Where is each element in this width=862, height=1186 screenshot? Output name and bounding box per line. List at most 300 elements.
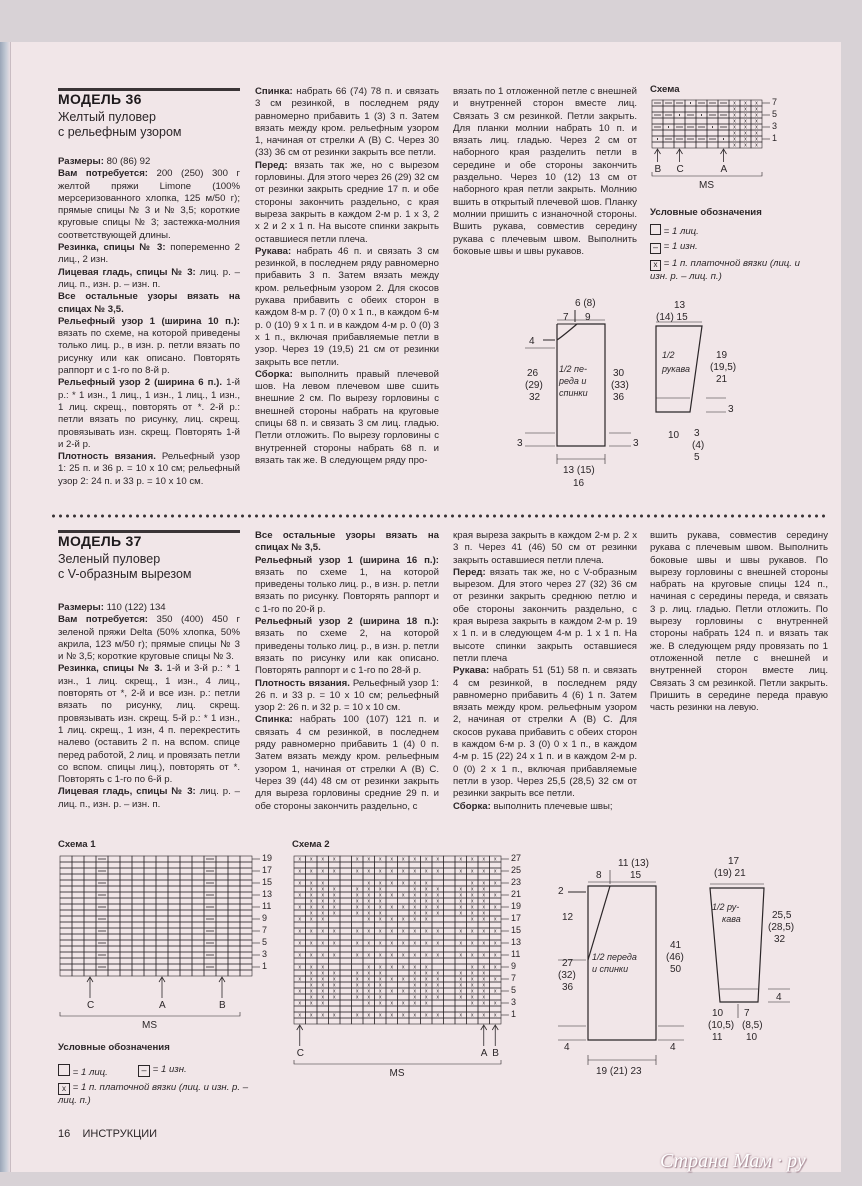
stitch-cell (192, 934, 204, 940)
stitch-cell (398, 970, 410, 976)
garter-stitch: x (402, 976, 405, 983)
stitch-cell (329, 880, 341, 886)
garter-stitch: x (482, 928, 485, 935)
stitch-cell (228, 940, 240, 946)
stitch-cell (180, 904, 192, 910)
garter-stitch: x (310, 880, 313, 887)
garter-stitch: x (310, 856, 313, 863)
stitch-cell (60, 892, 72, 898)
stitch-cell (340, 976, 352, 982)
garter-stitch: x (459, 988, 462, 995)
stitch-cell (421, 862, 433, 868)
stitch-cell (168, 874, 180, 880)
garter-stitch: x (436, 856, 439, 863)
garter-stitch: x (436, 940, 439, 947)
garter-stitch: x (310, 970, 313, 977)
garter-stitch: x (298, 1000, 301, 1007)
instruction-paragraph (255, 530, 439, 555)
stitch-cell (180, 910, 192, 916)
garter-stitch: x (744, 100, 747, 107)
stitch-cell (240, 934, 252, 940)
garter-stitch: x (482, 880, 485, 887)
stitch-cell (707, 118, 718, 124)
stitch-cell (398, 922, 410, 928)
stitch-cell (375, 862, 387, 868)
stitch-cell (84, 916, 96, 922)
paragraph-heading: Рукава: (255, 245, 292, 257)
stitch-cell (120, 946, 132, 952)
stitch-cell (409, 946, 421, 952)
garter-stitch: x (367, 898, 370, 905)
paragraph-text: 200 (250) 300 г желтой пряжи Limone (100% мерсеризованного хлопка, 125 м/50 г); прямые спицы № 3 и № 3,5; короткие круговые спицы № 3; застежка-молния соответствующей длины. (58, 168, 240, 241)
stitch-cell (707, 106, 718, 112)
stitch-cell (84, 928, 96, 934)
garter-stitch: x (755, 142, 758, 149)
paragraph-heading: Плотность вязания. (255, 677, 350, 689)
garter-stitch: x (367, 1000, 370, 1007)
stitch-cell (168, 868, 180, 874)
body-height-right-1: 30 (613, 368, 625, 379)
stitch-cell (108, 940, 120, 946)
row-number: 9 (511, 961, 517, 971)
stitch-cell (340, 1000, 352, 1006)
garter-stitch: x (436, 1012, 439, 1019)
stitch-cell (455, 958, 467, 964)
instruction-paragraph (453, 665, 637, 800)
stitch-cell (294, 886, 306, 892)
stitch-cell (132, 952, 144, 958)
stitch-cell (180, 862, 192, 868)
garter-stitch: x (482, 976, 485, 983)
stitch-cell (144, 892, 156, 898)
stitch-cell (340, 892, 352, 898)
model36-legend-title: Условные обозначения (650, 207, 762, 218)
sleeve-label-2: рукава (662, 364, 690, 374)
garter-stitch: x (379, 898, 382, 905)
garter-symbol: x (58, 1083, 70, 1095)
garter-stitch: x (321, 964, 324, 971)
instruction-paragraph (453, 801, 637, 813)
sleeve-rib: 4 (776, 992, 782, 1003)
instruction-paragraph (255, 714, 439, 812)
stitch-cell (707, 142, 718, 148)
garter-stitch: x (333, 952, 336, 959)
stitch-cell (108, 922, 120, 928)
stitch-cell (228, 856, 240, 862)
stitch-cell (444, 898, 456, 904)
model36-sleeve-pattern (640, 296, 760, 466)
garter-stitch: x (471, 916, 474, 923)
schema2-title: Схема 2 (292, 839, 330, 850)
stitch-cell (108, 862, 120, 868)
stitch-cell (375, 934, 387, 940)
paragraph-heading: Рельефный узор 1 (ширина 10 п.): (58, 315, 240, 327)
instruction-paragraph (453, 567, 637, 665)
stitch-cell (386, 898, 398, 904)
model36-schema (648, 96, 798, 192)
stitch-cell (444, 928, 456, 934)
stitch-cell (84, 898, 96, 904)
garter-stitch: x (436, 970, 439, 977)
garter-stitch: x (379, 1000, 382, 1007)
stitch-cell (663, 130, 674, 136)
stitch-cell (204, 886, 216, 892)
garter-stitch: x (471, 964, 474, 971)
stitch-cell (108, 856, 120, 862)
garter-stitch: x (356, 994, 359, 1001)
stitch-cell (363, 1006, 375, 1012)
garter-stitch: x (367, 940, 370, 947)
body-label-1: 1/2 пе- (559, 364, 587, 374)
stitch-cell (60, 964, 72, 970)
body-height-right-2: (46) (666, 952, 684, 963)
stitch-cell (340, 958, 352, 964)
garter-stitch: x (744, 106, 747, 113)
paragraph-heading: Лицевая гладь, спицы № 3: (58, 786, 196, 798)
stitch-cell (478, 934, 490, 940)
garter-stitch: x (413, 892, 416, 899)
stitch-cell (329, 1000, 341, 1006)
stitch-cell (84, 946, 96, 952)
stitch-cell (490, 946, 502, 952)
garter-stitch: x (298, 964, 301, 971)
stitch-cell (168, 892, 180, 898)
garter-stitch: x (459, 898, 462, 905)
stitch-cell (180, 868, 192, 874)
stitch-cell (329, 862, 341, 868)
stitch-cell (120, 922, 132, 928)
stitch-cell (72, 886, 84, 892)
stitch-cell (216, 958, 228, 964)
body-shoulder: 7 (563, 312, 569, 323)
body-width-1: 13 (15) (563, 465, 595, 476)
stitch-cell (340, 934, 352, 940)
stitch-cell (317, 862, 329, 868)
stitch-cell (294, 1018, 306, 1024)
stitch-cell (240, 916, 252, 922)
stitch-cell (317, 1018, 329, 1024)
garter-stitch: x (413, 940, 416, 947)
stitch-cell (386, 874, 398, 880)
stitch-cell (96, 922, 108, 928)
paragraph-heading: Спинка: (255, 714, 293, 726)
stitch-cell (72, 958, 84, 964)
garter-stitch: x (310, 982, 313, 989)
stitch-cell (72, 880, 84, 886)
body-height-left-2: (32) (558, 970, 576, 981)
row-number: 19 (511, 901, 522, 911)
stitch-cell (444, 976, 456, 982)
model37-subtitle-line1: Зеленый пуловер (58, 552, 161, 566)
stitch-cell (72, 952, 84, 958)
stitch-cell (60, 952, 72, 958)
stitch-cell (168, 958, 180, 964)
stitch-cell (144, 862, 156, 868)
stitch-cell (340, 868, 352, 874)
stitch-cell (490, 934, 502, 940)
stitch-cell (352, 946, 364, 952)
model36-subtitle-line2: с рельефным узором (58, 125, 182, 139)
row-number: 5 (772, 109, 778, 119)
stitch-cell (216, 892, 228, 898)
stitch-cell (108, 886, 120, 892)
stitch-cell (132, 868, 144, 874)
stitch-cell (144, 880, 156, 886)
stitch-cell (192, 880, 204, 886)
stitch-cell (444, 868, 456, 874)
garter-stitch: x (425, 1000, 428, 1007)
section-name: ИНСТРУКЦИИ (82, 1128, 158, 1140)
stitch-cell (216, 970, 228, 976)
stitch-cell (363, 1018, 375, 1024)
stitch-cell (156, 922, 168, 928)
stitch-cell (192, 886, 204, 892)
garter-stitch: x (459, 910, 462, 917)
stitch-cell (340, 964, 352, 970)
stitch-cell (228, 862, 240, 868)
stitch-cell (180, 922, 192, 928)
stitch-cell (108, 904, 120, 910)
stitch-cell (432, 1000, 444, 1006)
body-top-1: 11 (13) (618, 858, 649, 869)
paragraph-heading: Резинка, спицы № 3. (58, 663, 163, 675)
stitch-cell (467, 1006, 479, 1012)
stitch-cell (192, 952, 204, 958)
stitch-cell (306, 934, 318, 940)
garter-stitch: x (356, 898, 359, 905)
garter-stitch: x (333, 904, 336, 911)
stitch-cell (340, 922, 352, 928)
repeat-label: MS (699, 180, 714, 191)
paragraph-heading: Резинка, спицы № 3: (58, 242, 166, 254)
stitch-cell (340, 874, 352, 880)
garter-stitch: x (402, 1000, 405, 1007)
stitch-cell (132, 958, 144, 964)
paragraph-text: попеременно 2 лиц., 2 изн. (58, 242, 241, 266)
garter-stitch: x (298, 1012, 301, 1019)
garter-stitch: x (755, 112, 758, 119)
garter-stitch: x (356, 856, 359, 863)
stitch-cell (490, 994, 502, 1000)
paragraph-heading: Сборка: (255, 368, 293, 380)
stitch-cell (306, 1018, 318, 1024)
stitch-cell (132, 928, 144, 934)
garter-stitch: x (425, 904, 428, 911)
stitch-cell (455, 922, 467, 928)
stitch-cell (317, 958, 329, 964)
stitch-cell (192, 946, 204, 952)
stitch-cell (240, 958, 252, 964)
garter-stitch: x (494, 1012, 497, 1019)
garter-stitch: x (390, 1000, 393, 1007)
garter-stitch: x (333, 988, 336, 995)
sleeve-bottom-3: 11 (712, 1032, 723, 1043)
garter-stitch: x (413, 952, 416, 959)
garter-stitch: x (413, 1012, 416, 1019)
garter-stitch: x (733, 106, 736, 113)
stitch-cell (467, 958, 479, 964)
garter-stitch: x (356, 976, 359, 983)
garter-stitch: x (413, 970, 416, 977)
row-number: 15 (511, 925, 522, 935)
garter-stitch: x (321, 976, 324, 983)
stitch-cell (444, 874, 456, 880)
garter-stitch: x (379, 910, 382, 917)
stitch-cell (192, 892, 204, 898)
stitch-cell (192, 922, 204, 928)
stitch-cell (444, 910, 456, 916)
paragraph-text: Рельефный узор 1: 25 п. и 36 р. = 10 х 10 см; рельефный узор 2: 24 п. и 33 р. = 10 х 10 см. (58, 451, 240, 487)
stitch-cell (409, 958, 421, 964)
garter-stitch: x (436, 868, 439, 875)
stitch-cell (467, 1018, 479, 1024)
stitch-cell (84, 892, 96, 898)
garter-stitch: x (367, 994, 370, 1001)
stitch-cell (108, 934, 120, 940)
stitch-cell (478, 958, 490, 964)
stitch-cell (490, 874, 502, 880)
garter-stitch: x (390, 988, 393, 995)
body-label-3: спинки (559, 388, 588, 398)
body-neck: 9 (585, 312, 591, 323)
stitch-cell (132, 922, 144, 928)
stitch-cell (467, 934, 479, 940)
garter-stitch: x (459, 856, 462, 863)
garter-stitch: x (298, 904, 301, 911)
garter-stitch: x (436, 988, 439, 995)
stitch-cell (432, 874, 444, 880)
stitch-cell (652, 106, 663, 112)
stitch-cell (398, 994, 410, 1000)
stitch-cell (398, 946, 410, 952)
stitch-cell (228, 928, 240, 934)
stitch-cell (156, 946, 168, 952)
stitch-cell (156, 904, 168, 910)
garter-stitch: x (367, 952, 370, 959)
garter-stitch: x (390, 892, 393, 899)
garter-stitch: x (333, 856, 336, 863)
stitch-cell (444, 856, 456, 862)
stitch-cell (317, 922, 329, 928)
garter-stitch: x (310, 904, 313, 911)
stitch-cell (120, 856, 132, 862)
stitch-cell (216, 946, 228, 952)
stitch-cell (444, 970, 456, 976)
garter-stitch: x (321, 994, 324, 1001)
model36-column1 (58, 156, 240, 488)
stitch-cell (168, 922, 180, 928)
paragraph-heading: Рельефный узор 2 (ширина 18 п.): (255, 616, 439, 628)
stitch-cell (156, 892, 168, 898)
stitch-cell (108, 868, 120, 874)
stitch-cell (306, 1006, 318, 1012)
garter-stitch: x (425, 994, 428, 1001)
instruction-paragraph (58, 786, 240, 811)
stitch-cell (478, 922, 490, 928)
garter-stitch: x (494, 892, 497, 899)
arrow-label: C (87, 1000, 95, 1011)
paragraph-heading: Рукава: (453, 665, 490, 677)
garter-stitch: x (494, 964, 497, 971)
stitch-cell (444, 922, 456, 928)
stitch-cell (444, 964, 456, 970)
garter-stitch: x (733, 124, 736, 131)
stitch-cell (108, 910, 120, 916)
model37-column2 (255, 530, 439, 813)
garter-stitch: x (436, 928, 439, 935)
garter-stitch: x (367, 880, 370, 887)
stitch-cell (329, 874, 341, 880)
stitch-cell (108, 964, 120, 970)
stitch-cell (72, 946, 84, 952)
garter-stitch: x (755, 124, 758, 131)
garter-stitch: x (310, 988, 313, 995)
arrow-label: C (296, 1048, 304, 1059)
model37-subtitle-line2: с V-образным вырезом (58, 567, 192, 581)
garter-stitch: x (482, 916, 485, 923)
row-number: 11 (511, 949, 521, 959)
garter-stitch: x (321, 1000, 324, 1007)
garter-stitch: x (298, 868, 301, 875)
stitch-cell (216, 940, 228, 946)
stitch-cell (340, 1006, 352, 1012)
garter-stitch: x (379, 988, 382, 995)
garter-stitch: x (436, 898, 439, 905)
instruction-paragraph (58, 451, 240, 488)
body-top-2: 15 (630, 870, 642, 881)
paragraph-heading: Перед: (453, 566, 486, 578)
stitch-cell (228, 874, 240, 880)
paragraph-text: лиц. р. – лиц. п., изн. р. – изн. п. (58, 266, 240, 290)
stitch-cell (490, 982, 502, 988)
stitch-cell (340, 856, 352, 862)
garter-stitch: x (482, 1012, 485, 1019)
arrow-label: B (654, 164, 662, 175)
stitch-cell (60, 970, 72, 976)
garter-stitch: x (482, 910, 485, 917)
instruction-paragraph (255, 616, 439, 677)
instruction-paragraph (255, 678, 439, 715)
stitch-cell (180, 964, 192, 970)
garter-stitch: x (413, 880, 416, 887)
paragraph-text: набрать 100 (107) 121 п. и связать 4 см резинкой, в последнем ряду равномерно прибавить 1 (4) 0 п. Затем вязать между кром. рельефным узором 1, начиная от стрелки А (В) С. Через 39 (44) 48 см от резинки закрыть для выреза горловины средние 29 п. и обе стороны закончить раздельно, с (255, 714, 439, 812)
stitch-cell (352, 1018, 364, 1024)
paragraph-heading: Вам потребуется: (58, 614, 148, 626)
stitch-cell (294, 958, 306, 964)
garter-stitch: x (356, 988, 359, 995)
stitch-cell (455, 964, 467, 970)
stitch-cell (340, 952, 352, 958)
model37-body-pattern (548, 852, 698, 1082)
garter-stitch: x (367, 1012, 370, 1019)
stitch-cell (444, 1012, 456, 1018)
garter-stitch: x (425, 952, 428, 959)
garter-stitch: x (425, 970, 428, 977)
stitch-cell (340, 916, 352, 922)
stitch-cell (398, 910, 410, 916)
stitch-cell (306, 862, 318, 868)
body-height-left-2: (29) (525, 380, 543, 391)
stitch-cell (696, 142, 707, 148)
body-rib-right: 4 (670, 1042, 676, 1053)
garter-stitch: x (310, 898, 313, 905)
garter-stitch: x (310, 952, 313, 959)
stitch-cell (444, 958, 456, 964)
stitch-cell (455, 1006, 467, 1012)
stitch-cell (386, 934, 398, 940)
stitch-cell (240, 898, 252, 904)
garter-stitch: x (413, 916, 416, 923)
